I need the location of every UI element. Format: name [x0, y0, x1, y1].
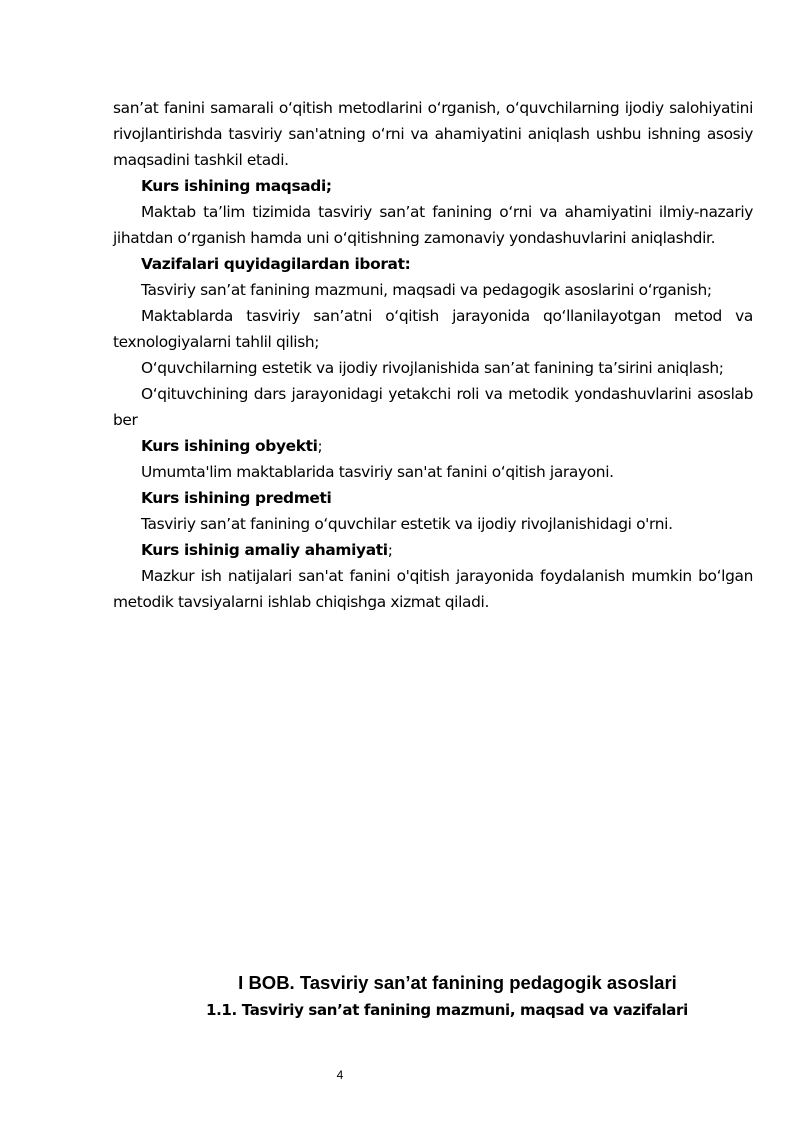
- practical-heading-suffix: ;: [387, 541, 393, 559]
- body-text: [113, 95, 753, 615]
- goal-paragraph: Maktab ta’lim tizimida tasviriy san’at fanining o‘rni va ahamiyatini ilmiy-nazariy jihatdan o‘rganish hamda uni o‘qitishning zamonaviy yondashuvlarini aniqlashdir.: [113, 203, 753, 247]
- object-paragraph: Umumta'lim maktablarida tasviriy san'at fanini oʻqitish jarayoni.: [141, 463, 614, 481]
- task-item: O‘quvchilarning estetik va ijodiy rivojlanishida san’at fanining ta’sirini aniqlash;: [141, 359, 724, 377]
- goal-heading: Kurs ishining maqsadi;: [141, 177, 332, 195]
- object-heading: [113, 433, 753, 459]
- subject-heading: Kurs ishining predmeti: [141, 489, 332, 507]
- practical-significance-paragraph: Mazkur ish natijalari san'at fanini o'qitish jarayonida foydalanish mumkin boʻlgan metodik tavsiyalarni ishlab chiqishga xizmat qiladi.: [113, 567, 753, 611]
- object-heading-suffix: ;: [317, 437, 323, 455]
- subject-paragraph: Tasviriy san’at fanining oʻquvchilar estetik va ijodiy rivojlanishidagi o'rni.: [141, 515, 673, 533]
- practical-significance-heading: [113, 537, 753, 563]
- task-item: O‘qituvchining dars jarayonidagi yetakchi roli va metodik yondashuvlarini asoslab ber: [113, 385, 753, 429]
- object-heading-label: Kurs ishining obyekti: [141, 437, 318, 455]
- intro-paragraph: san’at fanini samarali oʻqitish metodlarini oʻrganish, oʻquvchilarning ijodiy salohiyatini rivojlantirishda tasviriy san'atning oʻrni va ahamiyatini aniqlash ushbu ishning asosiy maqsadini tashkil etadi.: [113, 99, 753, 169]
- practical-heading-label: Kurs ishinig amaliy ahamiyati: [141, 541, 388, 559]
- tasks-heading: Vazifalari quyidagilardan iborat:: [141, 255, 411, 273]
- task-item: Maktablarda tasviriy san’atni o‘qitish jarayonida qo‘llanilayotgan metod va texnologiyalarni tahlil qilish;: [113, 307, 753, 351]
- chapter-title: I BOB. Tasviriy san’at fanining pedagogik asoslari: [238, 972, 677, 993]
- page-number: 4: [336, 1068, 344, 1082]
- task-item: Tasviriy san’at fanining mazmuni, maqsadi va pedagogik asoslarini oʻrganish;: [141, 281, 712, 299]
- section-title: 1.1. Tasviriy san’at fanining mazmuni, maqsad va vazifalari: [206, 1001, 688, 1019]
